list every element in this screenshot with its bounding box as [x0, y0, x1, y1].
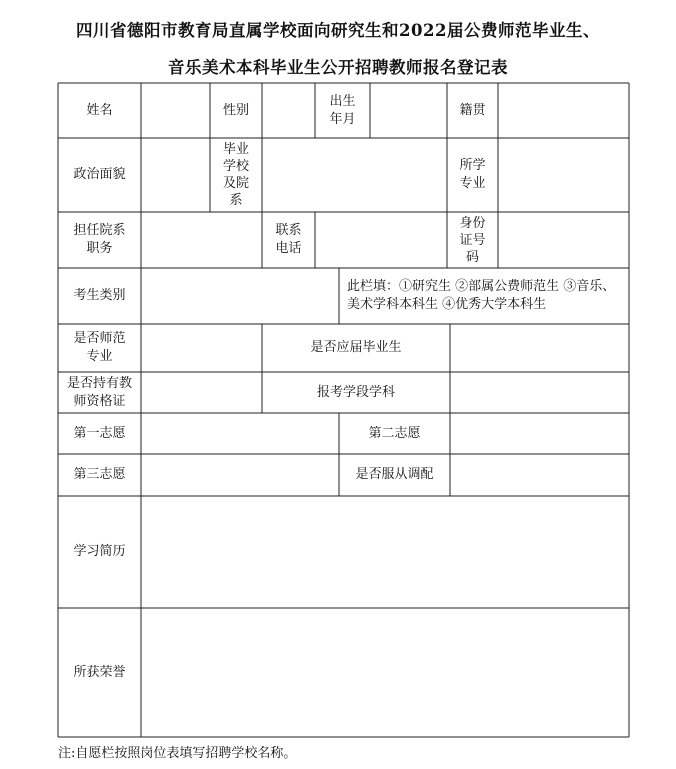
fresh-graduate-label: 是否应届毕业生 [310, 340, 402, 355]
name-field[interactable] [141, 83, 210, 138]
political-status-label: 政治面貌 [73, 167, 126, 182]
form-title-line-1: 四川省德阳市教育局直属学校面向研究生和2022届公费师范毕业生、 [76, 21, 600, 40]
native-place-label: 籍贯 [459, 102, 486, 118]
third-choice-label: 第三志愿 [73, 467, 126, 482]
major-field[interactable] [498, 138, 629, 212]
gender-label: 性别 [222, 102, 249, 118]
study-history-field[interactable] [141, 496, 629, 608]
second-choice-field[interactable] [450, 413, 629, 454]
department-position-field[interactable] [141, 212, 262, 268]
form-title-line-2: 音乐美术本科毕业生公开招聘教师报名登记表 [168, 58, 508, 77]
id-number-field[interactable] [498, 212, 629, 268]
birth-date-field[interactable] [370, 83, 447, 138]
honors-field[interactable] [141, 608, 629, 737]
native-place-field[interactable] [498, 83, 629, 138]
teacher-cert-label: 是否持有教 师资格证 [66, 375, 132, 409]
first-choice-label: 第一志愿 [73, 425, 126, 441]
phone-field[interactable] [315, 212, 447, 268]
teacher-cert-field[interactable] [141, 372, 262, 413]
normal-major-label: 是否师范 专业 [73, 331, 126, 364]
major-label: 所学 专业 [459, 158, 486, 191]
name-label: 姓名 [86, 102, 113, 118]
honors-label: 所获荣誉 [73, 664, 126, 680]
graduate-school-field[interactable] [262, 138, 447, 212]
first-choice-field[interactable] [141, 413, 339, 454]
department-position-label: 担任院系 职务 [73, 223, 126, 256]
gender-field[interactable] [262, 83, 315, 138]
candidate-category-field[interactable] [141, 268, 339, 324]
third-choice-field[interactable] [141, 454, 339, 496]
id-number-label: 身份 证号 码 [459, 215, 486, 265]
accept-adjustment-field[interactable] [450, 454, 629, 496]
study-history-label: 学习简历 [73, 544, 126, 559]
fresh-graduate-field[interactable] [450, 324, 629, 372]
accept-adjustment-label: 是否服从调配 [355, 467, 434, 482]
applied-subject-label: 报考学段学科 [316, 384, 395, 400]
normal-major-field[interactable] [141, 324, 262, 372]
candidate-category-label: 考生类别 [73, 288, 126, 303]
political-status-field[interactable] [141, 138, 210, 212]
applied-subject-field[interactable] [450, 372, 629, 413]
graduate-school-label: 毕业 学校 及院 系 [222, 142, 249, 208]
phone-label: 联系 电话 [275, 223, 302, 256]
birth-date-label: 出生 年月 [329, 93, 356, 127]
second-choice-label: 第二志愿 [368, 425, 421, 441]
candidate-category-hint: 此栏填：①研究生 ②部属公费师范生 ③音乐、美术学科本科生 ④优秀大学本科生 [347, 279, 616, 312]
footnote: 注:自愿栏按照岗位表填写招聘学校名称。 [58, 746, 297, 761]
